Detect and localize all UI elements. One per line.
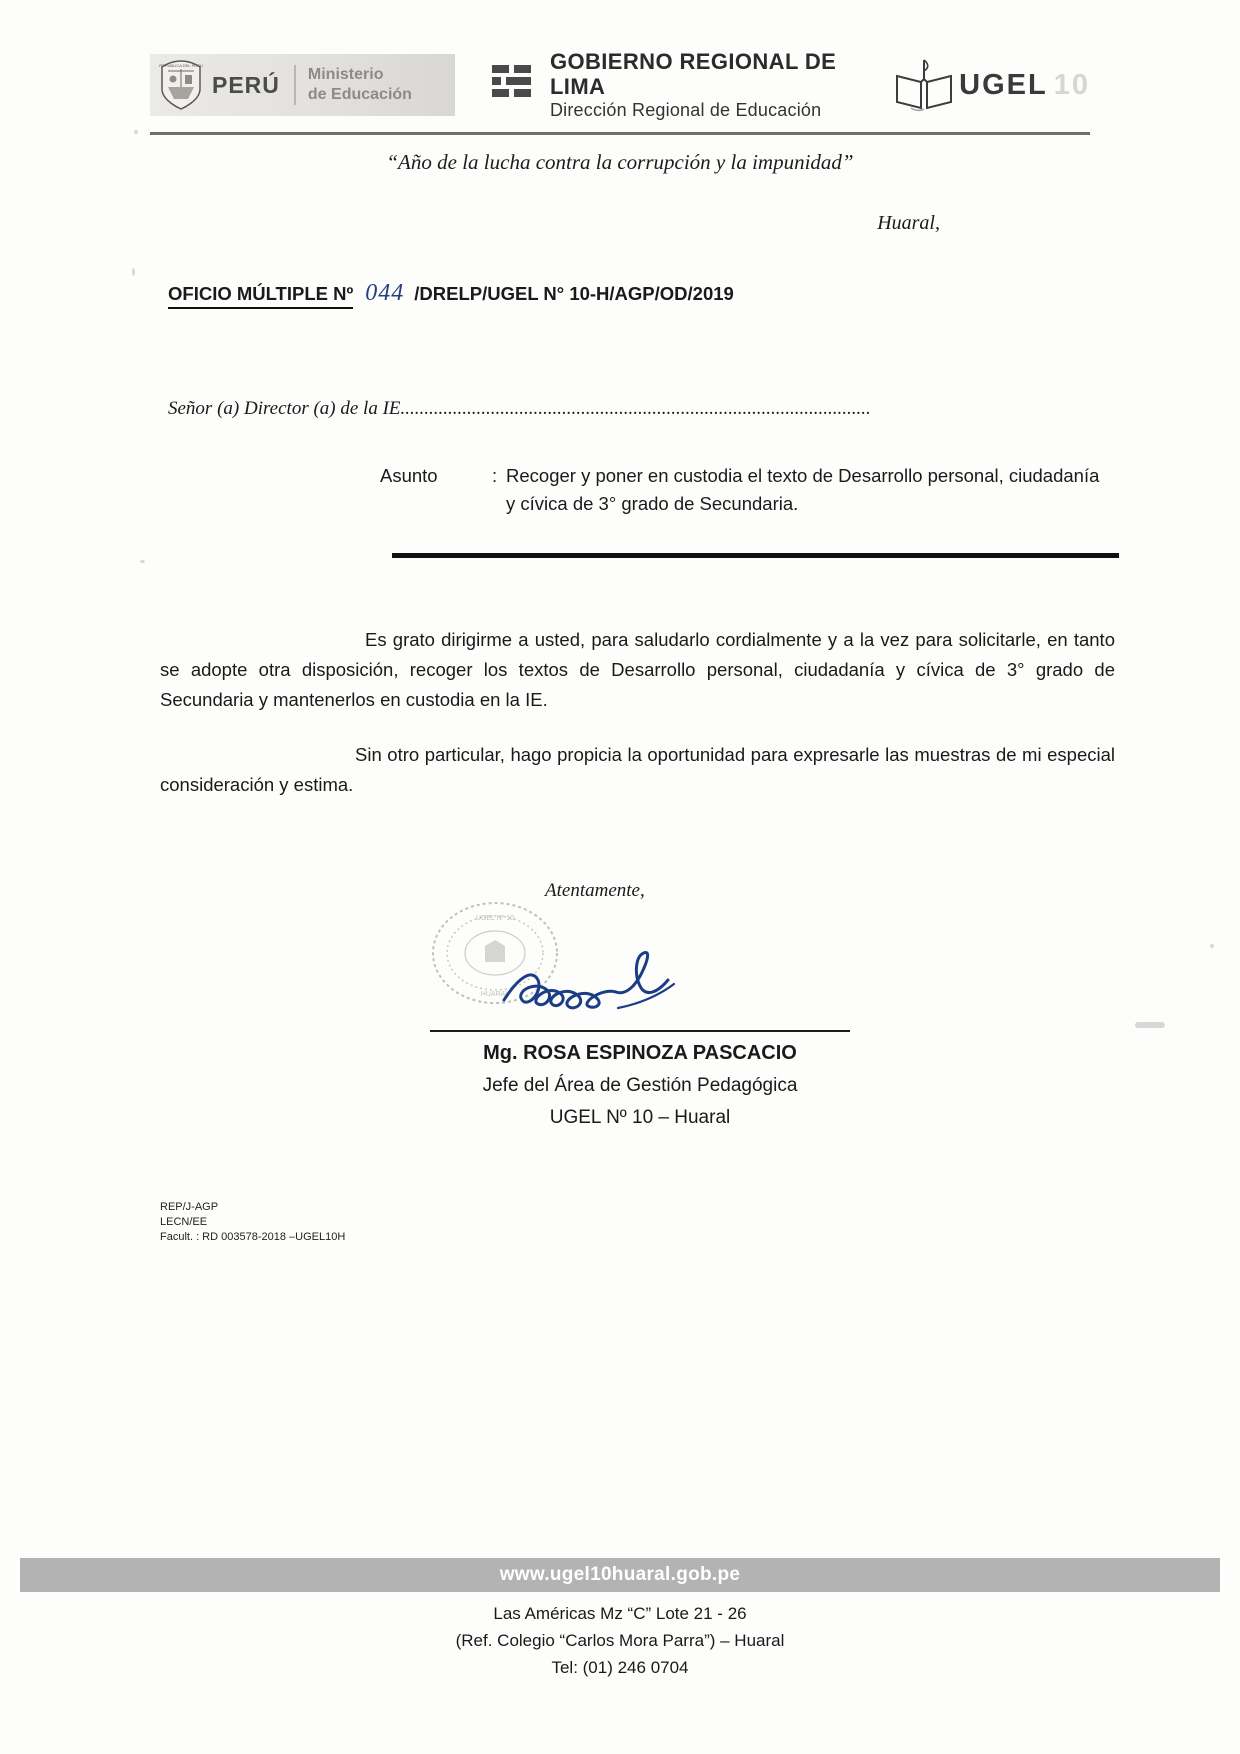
city-date-line: Huaral, [877, 212, 940, 234]
oficio-label: OFICIO MÚLTIPLE Nº [168, 283, 353, 309]
signer-role: Jefe del Área de Gestión Pedagógica [482, 1075, 798, 1096]
gobierno-line-2: Dirección Regional de Educación [549, 100, 822, 120]
reference-codes [160, 1200, 345, 1245]
oficio-code: /DRELP/UGEL N° 10-H/AGP/OD/2019 [414, 283, 734, 304]
scan-artifact [1210, 944, 1214, 948]
asunto-text: Recoger y poner en custodia el texto de Desarrollo personal, ciudadanía y cívica de 3° grado de Secundaria. [506, 465, 1100, 514]
reference-line-2: LECN/EE [160, 1216, 208, 1228]
footer-website: www.ugel10huaral.gob.pe [499, 1564, 741, 1585]
ministry-line-1: Ministerio [307, 66, 384, 83]
scan-artifact [140, 560, 145, 563]
regional-government-logo [490, 49, 867, 121]
signer-organization: UGEL Nº 10 – Huaral [549, 1107, 731, 1128]
paragraph-1-text: Es grato dirigirme a usted, para saludarlo cordialmente y a la vez para solicitarle, en tanto se adopte otra disposición, recoger los textos de Desarrollo personal, ciudadanía y cívica de 3° grado de Secundaria y mantenerlos en custodia en la IE. [160, 629, 1115, 710]
footer-contact [0, 1600, 1240, 1681]
grl-mark-icon [490, 62, 538, 108]
header-rule [150, 132, 1090, 135]
addressee-line: Señor (a) Director (a) de la IE................................................................................................... [168, 398, 871, 419]
ugel-label: UGEL [959, 68, 1048, 101]
handwritten-signature [498, 948, 738, 1028]
body-paragraph-2 [160, 740, 1115, 800]
ugel-logo [893, 58, 1090, 112]
reference-line-3: Facult. : RD 003578-2018 –UGEL10H [160, 1231, 346, 1243]
footer-phone: Tel: (01) 246 0704 [551, 1658, 689, 1677]
ministry-label [308, 65, 412, 105]
footer-address: Las Américas Mz “C” Lote 21 - 26 [493, 1604, 747, 1623]
asunto-row [380, 462, 1100, 518]
svg-text:UGEL Nº 10: UGEL Nº 10 [475, 915, 515, 922]
svg-text:REPUBLICA DEL PERU: REPUBLICA DEL PERU [159, 63, 203, 68]
body-paragraph-1 [160, 625, 1115, 715]
asunto-label: Asunto [380, 465, 438, 486]
oficio-handwritten-number: 044 [365, 280, 405, 306]
peru-coat-of-arms-icon [158, 59, 204, 111]
scan-artifact [1135, 1022, 1165, 1028]
peru-ministry-logo [150, 54, 455, 116]
signature-rule [430, 1030, 850, 1032]
footer-bar [20, 1558, 1220, 1592]
ugel-number: 10 [1053, 68, 1090, 101]
scan-artifact [132, 268, 135, 276]
reference-line-1: REP/J-AGP [160, 1201, 219, 1213]
signer-name: Mg. ROSA ESPINOZA PASCACIO [483, 1042, 797, 1064]
open-book-icon [893, 58, 955, 112]
oficio-number-line [168, 280, 734, 309]
year-motto: “Año de la lucha contra la corrupción y la impunidad” [386, 150, 854, 174]
regional-government-text [550, 49, 867, 121]
asunto-colon: : [492, 465, 498, 486]
closing-line: Atentamente, [545, 880, 645, 901]
separator-rule [392, 553, 1119, 558]
document-header [150, 42, 1090, 128]
scan-artifact [134, 130, 138, 134]
paragraph-2-text: Sin otro particular, hago propicia la oportunidad para expresarle las muestras de mi especial consideración y estima. [160, 744, 1115, 795]
peru-label: PERÚ [212, 71, 280, 98]
gobierno-line-1: GOBIERNO REGIONAL DE LIMA [549, 49, 837, 99]
footer-reference: (Ref. Colegio “Carlos Mora Parra”) – Huaral [455, 1631, 785, 1650]
svg-text:HUARAL: HUARAL [480, 991, 510, 998]
ministry-line-2: de Educación [307, 86, 412, 103]
header-divider [294, 65, 296, 105]
